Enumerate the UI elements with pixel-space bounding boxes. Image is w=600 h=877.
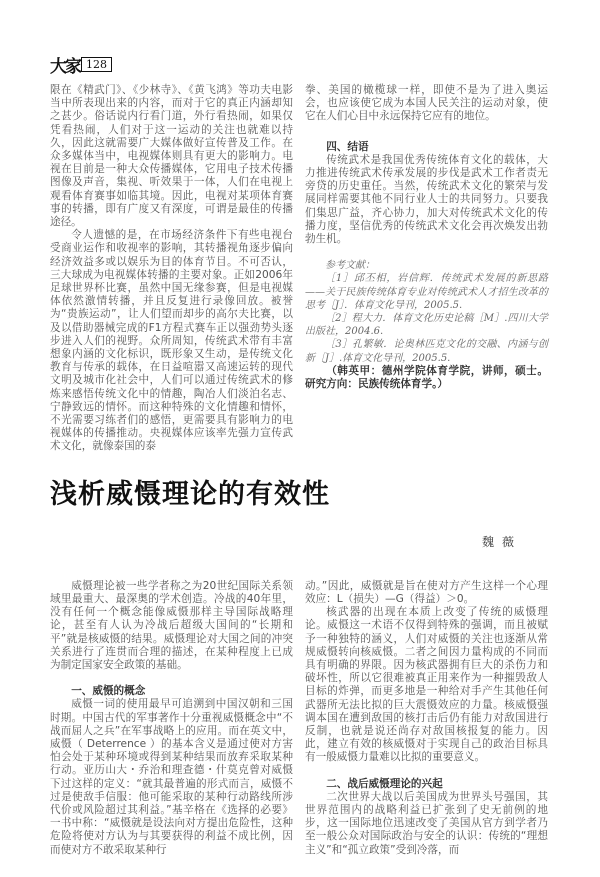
article-right-column xyxy=(305,580,548,857)
author-note: （韩英甲：德州学院体育学院，讲师，硕士。研究方向：民族传统体育学。） xyxy=(305,364,548,391)
paragraph: 威慑一词的使用最早可追溯到中国汉朝和三国时期。中国古代的军事著作十分重视威慑概念中“不战而屈人之兵”在军事战略上的应用。而在英文中，威慑（ Deterrence ）的基本含义是通过使对方害怕会处于某种环境或得到某种结果而放弃采取某种行动。亚历山大・乔治和理查德・什莫克曾对威慑下过这样的定义：“就其最普遍的形式而言，威慑不过是使敌手信服：他可能采取的某种行动路线所涉代价或风险超过其利益。”基辛格在《选择的必要》一书中称：“威慑就是设法向对方提出危险性，这种危险将使对方认为与其要获得的利益不成比例，因而使对方不敢采取某种行 xyxy=(50,698,293,856)
paragraph: 二次世界大战以后美国成为世界头号强国，其世界范围内的战略利益已扩张到了史无前例的地步，这一国际地位迅速改变了美国从官方到学者乃至一般公众对国际政治与安全的认识：传统的“理想主义”和“孤立政策”受到冷落，而 xyxy=(305,790,548,856)
paragraph: 核武器的出现在本质上改变了传统的威慑理论。威慑这一术语不仅得到特殊的强调，而且被赋予一种独特的涵义，人们对威慑的关注也逐渐从常规威慑转向核威慑。二者之间因力量构成的不同而具有明确的界限。因为核武器拥有巨大的杀伤力和破坏性，所以它很难被真正用来作为一种摧毁敌人目标的炸弹，而更多地是一种给对手产生其他任何武器所无法比拟的巨大震慑效应的力量。核威慑强调本国在遭到敌国的核打击后仍有能力对敌国进行反制，也就是说还尚存对敌国核报复的能力。因此，建立有效的核威慑对于实现自己的政治目标具有一般威慑力量难以比拟的重要意义。 xyxy=(305,606,548,764)
references-label: 参考文献： xyxy=(325,260,375,272)
article-title: 浅析威慑理论的有效性 xyxy=(50,478,330,510)
author-line xyxy=(50,534,548,550)
section-heading: 一、威慑的概念 xyxy=(71,685,146,698)
magazine-logo xyxy=(50,54,548,77)
logo-mark: 大家 xyxy=(50,56,80,77)
prev-article-right-column xyxy=(305,84,548,391)
paragraph: 传统武术是我国优秀传统体育文化的载体，大力推进传统武术传承发展的步伐是武术工作者责无旁贷的历史重任。当然，传统武术文化的繁荣与发展同样需要其他不同行业人士的共同努力。只要我们集思广益，齐心协力，加大对传统武术文化的传播力度，坚信优秀的传统武术文化会再次焕发出勃勃生机。 xyxy=(305,153,548,246)
paragraph: 拳、美国的橄榄球一样，即使不是为了进入奥运会，也应该使它成为本国人民关注的运动对象，使它在人们心目中永远保持它应有的地位。 xyxy=(305,84,548,123)
paragraph: 威慑理论被一些学者称之为20世纪国际关系领域里最重大、最深奥的学术创造。冷战的40年里，没有任何一个概念能像威慑那样主导国际战略理论，甚至有人认为冷战后超级大国间的“长期和平”就是核威慑的结果。威慑理论对大国之间的冲突关系进行了连贯而合理的描述，在某种程度上已成为制定国家安全政策的基础。 xyxy=(50,579,293,671)
reference-item: ［1］邱丕相，岩信辉．传统武术发展的新思路——关于民族传统体育专业对传统武术人才招生改革的思考［J］．体育文化导刊，2005.5. xyxy=(305,273,548,311)
article-author: 魏薇 xyxy=(481,534,522,549)
paragraph: 令人遗憾的是，在市场经济条件下有些电视台受商业运作和收视率的影响，其转播视角逐步偏向经济效益多或以娱乐为目的体育节目。不可否认，三大球成为电视媒体转播的主要对象。正如2006年足球世界杯比赛，虽然中国无缘参赛，但是电视媒体依然激情转播，并且反复进行录像回放。被誉为“贵族运动”，让人们望而却步的高尔夫比赛，以及以借助器械完成的F1方程式赛车正以强劲势头逐步进入人们的视野。众所周知，传统武术带有丰富想象内涵的文化标识，既形象又生动，是传统文化教育与传承的载体，在日益喧嚣又高速运转的现代文明及城市化社会中，人们可以通过传统武术的修炼来感悟传统文化中的情趣，陶冶人们淡泊名志、宁静致远的情怀。而这种特殊的文化情趣和情怀，不光需要习练者们的感悟，更需要具有影响力的电视媒体的传播推动。央视媒体应该率先强力宣传武术文化，就像泰国的泰 xyxy=(50,229,293,453)
reference-item: ［3］孔繁敏．论奥林匹克文化的交融、内涵与创新［J］.体育文化导刊，2005.5. xyxy=(305,339,548,364)
paragraph: 限在《精武门》、《少林寺》、《黄飞鸿》等功夫电影当中所表现出来的内容，而对于它的真正内涵却知之甚少。俗话说内行看门道，外行看热闹，如果仅凭看热闹，人们对于这一运动的关注也就难以持久，因此这就需要广大媒体做好宣传普及工作。在众多媒体当中，电视媒体则具有更大的影响力。电视在目前是一种大众传播媒体，它用电子技术传播图像及声音，集视、听效果于一体，人们在电视上观看体育赛事如临其境。因此，电视对某项体育赛事的转播，即有广度又有深度，可谓是最佳的传播途径。 xyxy=(50,84,293,229)
section-heading: 四、结语 xyxy=(326,140,369,153)
prev-article xyxy=(50,84,548,454)
article-left-column xyxy=(50,580,293,857)
article-body xyxy=(50,580,548,857)
reference-item: ［2］程大力．体育文化历史论稿［M］.四川大学出版社，2004.6. xyxy=(305,313,548,338)
prev-article-left-column xyxy=(50,84,293,454)
paragraph: 动。”因此，威慑就是旨在使对方产生这样一个心理效应：L（损失）—G（得益）＞0。 xyxy=(305,579,548,605)
references xyxy=(305,259,548,365)
page-number: 128 xyxy=(81,57,112,72)
section-heading: 二、战后威慑理论的兴起 xyxy=(326,777,443,790)
